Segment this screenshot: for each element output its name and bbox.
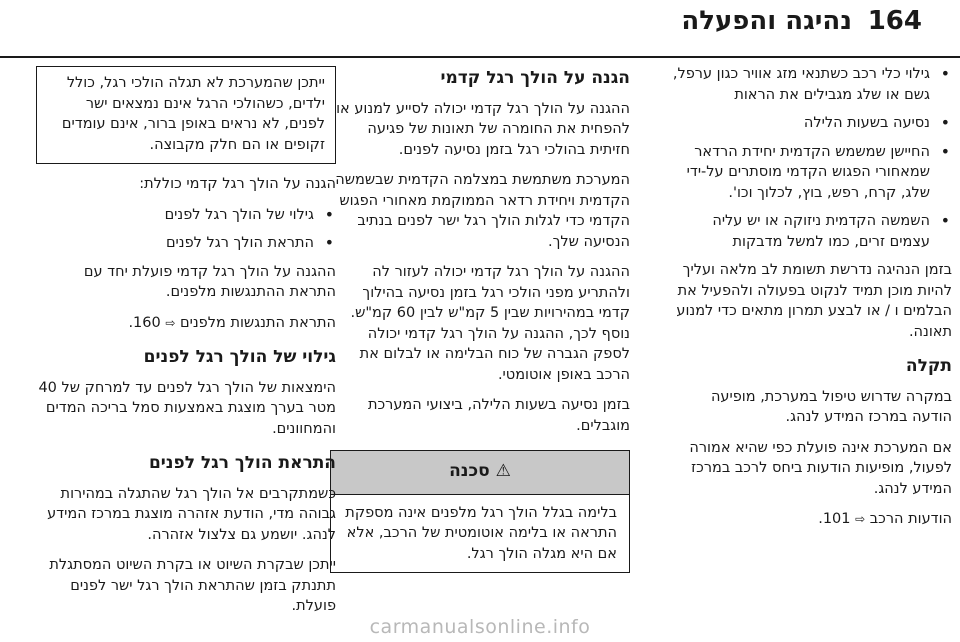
column-right	[672, 64, 952, 540]
cross-reference-text: התראת התנגשות מלפנים	[180, 314, 336, 331]
bullet-item: • גילוי של הולך רגל לפנים	[36, 205, 336, 226]
cross-reference[interactable]	[36, 313, 336, 334]
page-number: 164	[867, 6, 922, 36]
paragraph: ההגנה על הולך רגל קדמי יכולה לסייע למנוע או להפחית את החומרה של תאונות של פגיעה חזיתית בהולכי רגל בזמן נסיעה לפנים.	[336, 100, 630, 158]
paragraph: הגנה על הולך רגל קדמי כוללת:	[139, 176, 336, 192]
watermark-text: carmanualsonline.info	[369, 616, 591, 638]
notice-box: ייתכן שהמערכת לא תגלה הולכי רגל, כולל ילדים, כשהולכי הרגל אינם נמצאים ישר לפנים, לא נראים באופן ברור, אינם עומדים זקופים או הם חלק מקבוצה.	[36, 66, 336, 164]
paragraph: בזמן הנהיגה נדרשת תשומת לב מלאה ועליך להיות מוכן תמיד לנקוט בפעולה ולהפעיל את הבלמים ו / או לבצע תמרון מתאים כדי למנוע תאונה.	[676, 262, 952, 340]
paragraph: ההגנה על הולך רגל קדמי יכולה לעזור לה ולהתריע מפני הולכי רגל בזמן נסיעה בהילוך קדמי במהירויות שבין 5 קמ"ש לבין 60 קמ"ש. נוסף לכך, ההגנה על הולך רגל קדמי יכולה לספק הגברה של כוח הבלימה או לבלום את הרכב באופן אוטומטי.	[350, 264, 630, 383]
section-title: נהיגה והפעלה	[681, 6, 852, 36]
column-middle	[330, 64, 630, 573]
header-rule	[0, 56, 960, 58]
bullet-item: • החיישן שמשמש הקדמית יחידת הרדאר שמאחורי הפגוש הקדמי מוסתרים על-ידי שלג, קרח, רפש, בוץ, לכלוך וכו'.	[672, 142, 952, 204]
danger-title: סכנה	[449, 461, 490, 481]
paragraph: ייתכן שבקרת השיוט או בקרת השיוט המסתגלת תתנתק בזמן שהתראת הולך רגל ישר לפנים פועלת.	[49, 557, 336, 614]
danger-header	[331, 451, 629, 495]
danger-body: בלימה בגלל הולך רגל מלפנים אינה מספקת התראה או בלימה אוטומטית של הרכב, אלא אם היא מגלה הולך רגל.	[345, 504, 617, 562]
paragraph: אם המערכת אינה פועלת כפי שהיא אמורה לפעול, מופיעות הודעות ביחס לרכב במרכז המידע לנהג.	[689, 439, 952, 497]
heading-front-pedestrian-protection: הגנה על הולך רגל קדמי	[440, 68, 630, 88]
arrow-right-icon: ⇨	[855, 512, 866, 526]
danger-box	[330, 450, 630, 573]
column-left	[36, 64, 336, 627]
paragraph: כשמתקרבים אל הולך רגל שהתגלה במהירות גבוהה מדי, הודעת אזהרה מוצגת במרכז המידע לנהג. יושמע גם צלצול אזהרה.	[47, 485, 336, 543]
heading-malfunction: תקלה	[905, 356, 952, 376]
paragraph: במקרה שדרוש טיפול במערכת, מופיעה הודעה במרכז המידע לנהג.	[710, 388, 952, 425]
paragraph: המערכת משתמשת במצלמה הקדמית שבשמשה הקדמית ויחידת רדאר הממוקמת מאחורי הפגוש הקדמי כדי לגלות הולך רגל ישר לפנים בנתיב הנסיעה שלך.	[335, 172, 630, 250]
bullet-item: • התראת הולך רגל לפנים	[36, 233, 336, 254]
cross-reference-page: 160.	[128, 314, 161, 331]
bullet-item: • נסיעה בשעות הלילה	[672, 113, 952, 134]
paragraph: ההגנה על הולך רגל קדמי פועלת יחד עם התראת ההתנגשות מלפנים.	[83, 263, 336, 300]
heading-pedestrian-detection: גילוי של הולך רגל לפנים	[143, 347, 336, 367]
bullet-item: • השמשה הקדמית ניזוקה או יש עליה עצמים זרים, כמו למשל מדבקות	[672, 211, 952, 252]
bullet-item: • גילוי כלי רכב כשתנאי מזג אוויר כגון ערפל, גשם או שלג מגבילים את הראות	[672, 64, 952, 105]
arrow-right-icon: ⇨	[165, 315, 176, 330]
paragraph: בזמן נסיעה בשעות הלילה, ביצועי המערכת מוגבלים.	[367, 397, 630, 434]
cross-reference-text: הודעות הרכב	[869, 511, 952, 527]
paragraph: הימצאות של הולך רגל לפנים עד למרחק של 40 מטר בערך מוצגת באמצעות סמל בריכה המדים והמחוונים.	[38, 379, 336, 437]
cross-reference-page: 101.	[818, 511, 851, 527]
warning-triangle-icon: ⚠	[495, 461, 511, 481]
cross-reference[interactable]	[672, 509, 952, 530]
heading-pedestrian-alert: התראת הולך רגל לפנים	[148, 453, 336, 473]
